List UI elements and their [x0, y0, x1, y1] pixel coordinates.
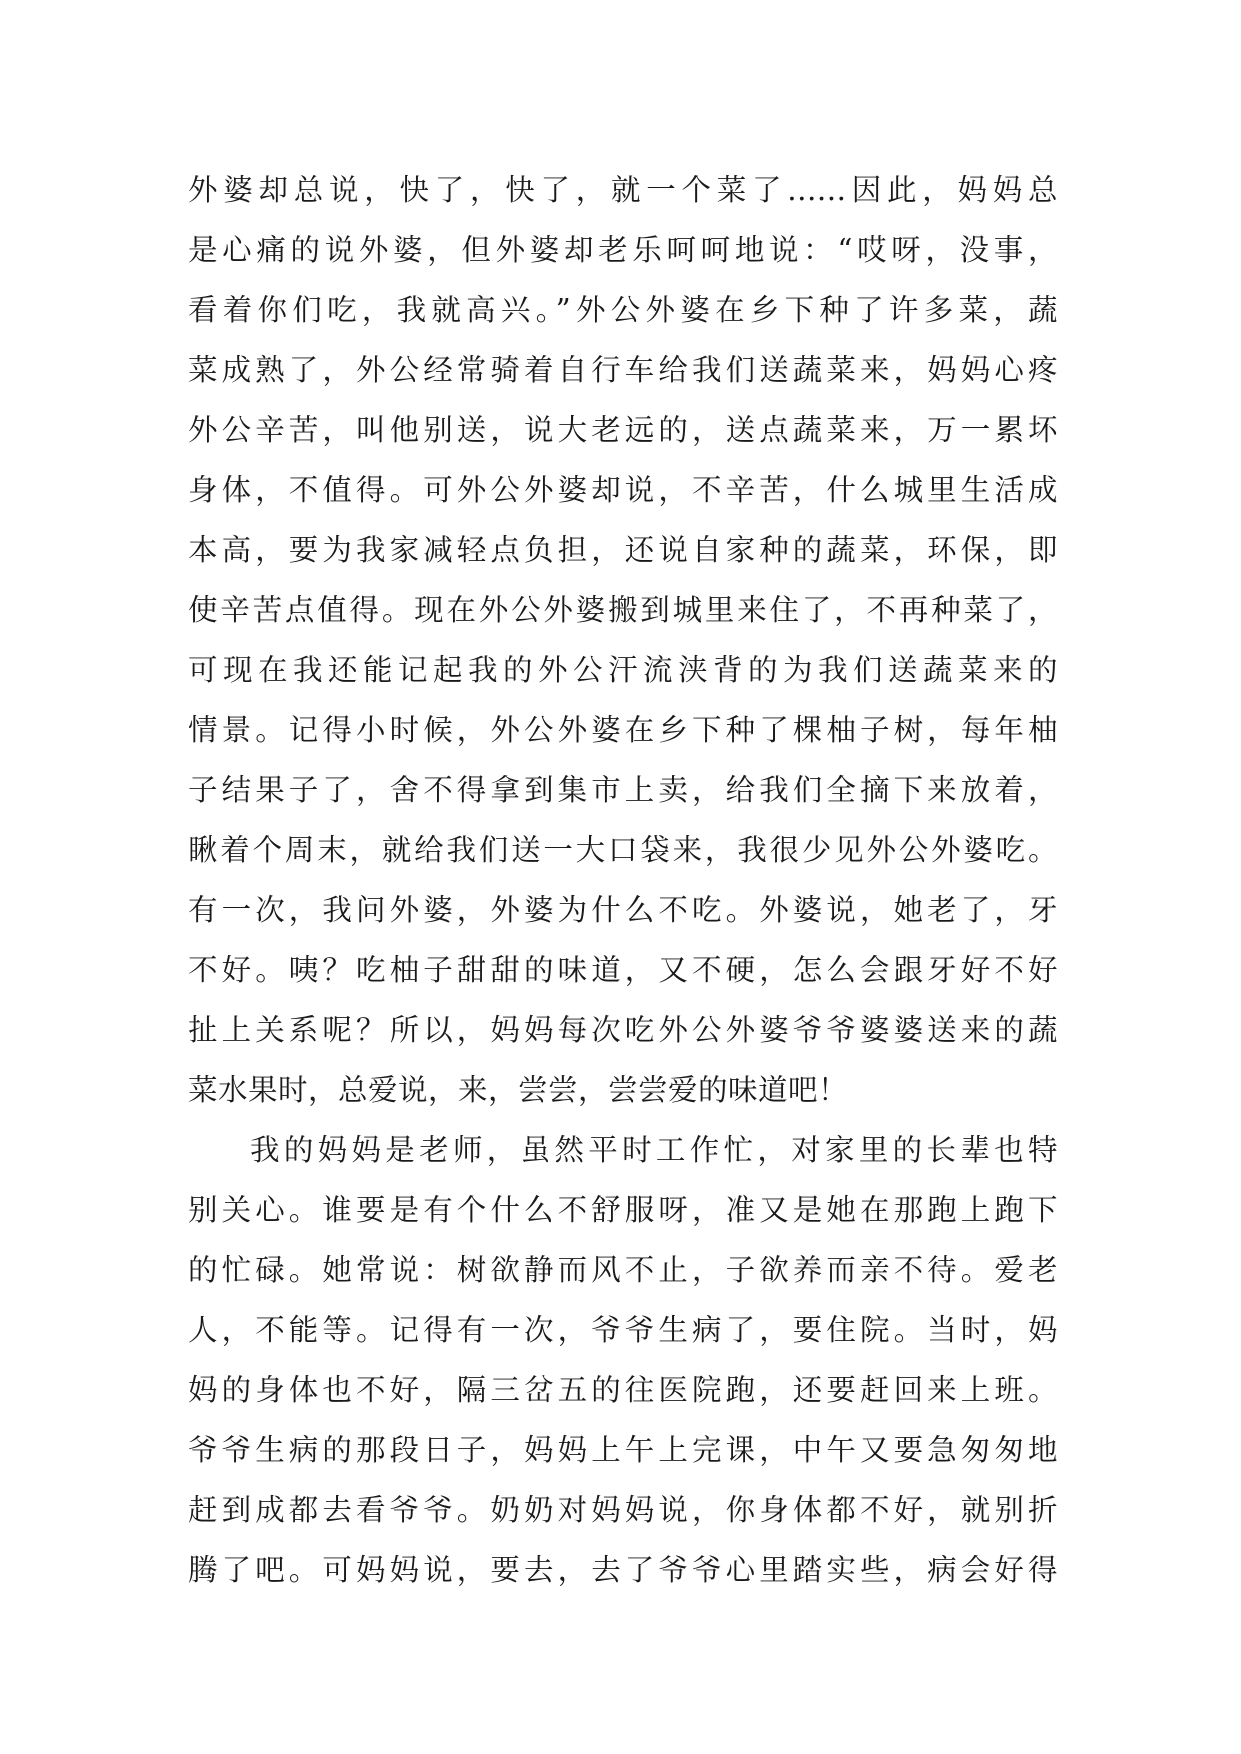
- text-line: 可现在我还能记起我的外公汗流浃背的为我们送蔬菜来的: [188, 653, 1058, 687]
- text-line: 人，不能等。记得有一次，爷爷生病了，要住院。当时，妈: [188, 1313, 1058, 1347]
- text-line: 赶到成都去看爷爷。奶奶对妈妈说，你身体都不好，就别折: [188, 1493, 1058, 1527]
- text-line: 外婆却总说，快了，快了，就一个菜了......因此，妈妈总: [188, 173, 1058, 207]
- text-line: 我的妈妈是老师，虽然平时工作忙，对家里的长辈也特: [250, 1133, 1058, 1167]
- text-line: 腾了吧。可妈妈说，要去，去了爷爷心里踏实些，病会好得: [188, 1553, 1058, 1587]
- text-line: 菜水果时，总爱说，来，尝尝，尝尝爱的味道吧！: [188, 1073, 849, 1107]
- paragraph-1: [188, 160, 1058, 1120]
- text-line: 菜成熟了，外公经常骑着自行车给我们送蔬菜来，妈妈心疼: [188, 353, 1058, 387]
- text-line: 扯上关系呢？所以，妈妈每次吃外公外婆爷爷婆婆送来的蔬: [188, 1013, 1058, 1047]
- text-line: 有一次，我问外婆，外婆为什么不吃。外婆说，她老了，牙: [188, 893, 1058, 927]
- text-line: 看着你们吃，我就高兴。”外公外婆在乡下种了许多菜，蔬: [188, 293, 1058, 327]
- text-line: 是心痛的说外婆，但外婆却老乐呵呵地说：“哎呀，没事，: [188, 233, 1058, 267]
- text-line: 不好。咦？吃柚子甜甜的味道，又不硬，怎么会跟牙好不好: [188, 953, 1058, 987]
- text-line: 本高，要为我家减轻点负担，还说自家种的蔬菜，环保，即: [188, 533, 1058, 567]
- text-line: 外公辛苦，叫他别送，说大老远的，送点蔬菜来，万一累坏: [188, 413, 1058, 447]
- text-line: 别关心。谁要是有个什么不舒服呀，准又是她在那跑上跑下: [188, 1193, 1058, 1227]
- paragraph-2: [188, 1120, 1058, 1600]
- text-line: 爷爷生病的那段日子，妈妈上午上完课，中午又要急匆匆地: [188, 1433, 1058, 1467]
- text-line: 瞅着个周末，就给我们送一大口袋来，我很少见外公外婆吃。: [188, 833, 1058, 867]
- text-line: 子结果子了，舍不得拿到集市上卖，给我们全摘下来放着，: [188, 773, 1058, 807]
- text-line: 情景。记得小时候，外公外婆在乡下种了棵柚子树，每年柚: [188, 713, 1058, 747]
- text-line: 的忙碌。她常说：树欲静而风不止，子欲养而亲不待。爱老: [188, 1253, 1058, 1287]
- text-line: 妈的身体也不好，隔三岔五的往医院跑，还要赶回来上班。: [188, 1373, 1058, 1407]
- text-line: 身体，不值得。可外公外婆却说，不辛苦，什么城里生活成: [188, 473, 1058, 507]
- body-text: [188, 160, 1058, 1600]
- text-line: 使辛苦点值得。现在外公外婆搬到城里来住了，不再种菜了，: [188, 593, 1058, 627]
